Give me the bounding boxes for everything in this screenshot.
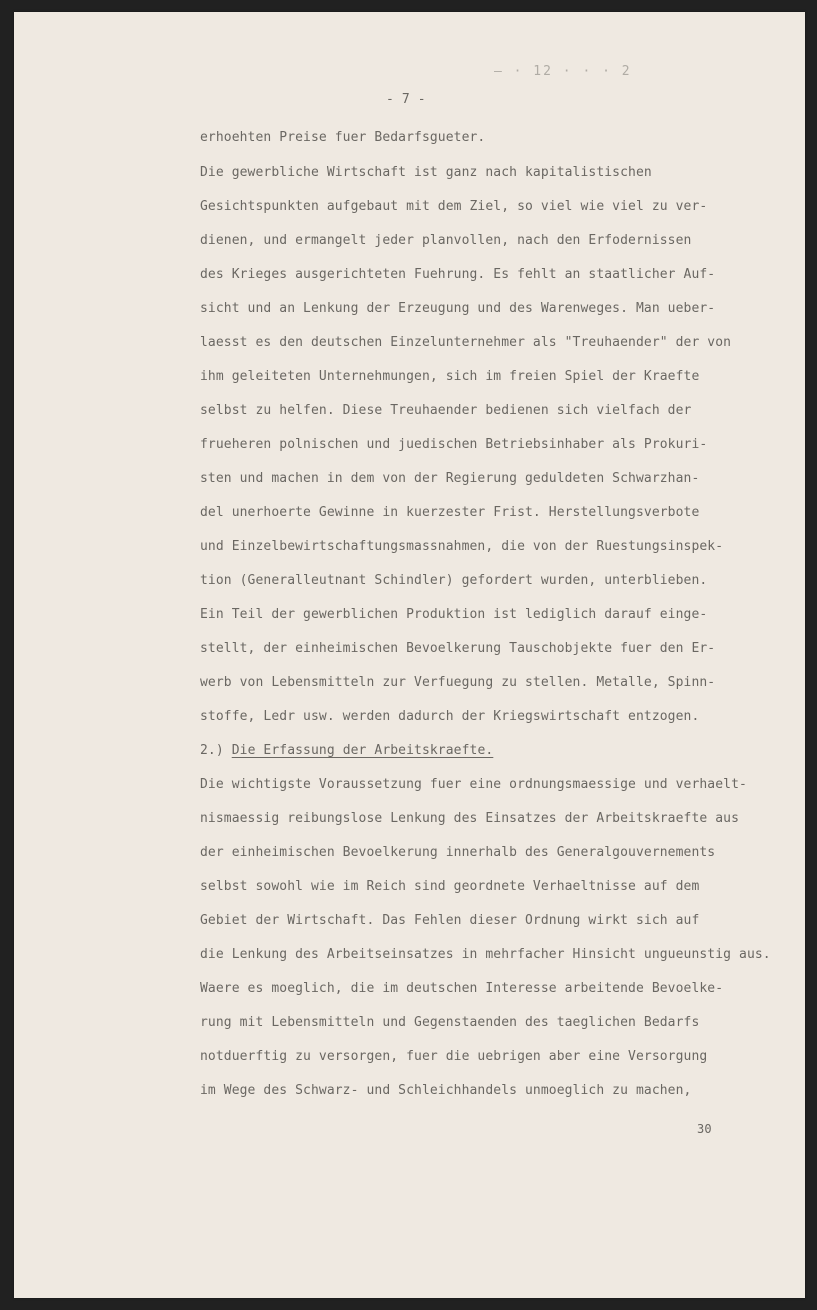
section-heading-line (200, 743, 493, 758)
text-line: Die wichtigste Voraussetzung fuer eine ordnungsmaessige und verhaelt- (200, 777, 747, 792)
text-line: die Lenkung des Arbeitseinsatzes in mehrfacher Hinsicht ungueunstig aus. (200, 947, 771, 962)
section-number: 2.) (200, 743, 224, 758)
text-line: selbst zu helfen. Diese Treuhaender bedienen sich vielfach der (200, 403, 692, 418)
reference-number: — · 12 · · · 2 (494, 64, 632, 79)
text-line: sicht und an Lenkung der Erzeugung und des Warenweges. Man ueber- (200, 301, 716, 316)
text-line: selbst sowohl wie im Reich sind geordnete Verhaeltnisse auf dem (200, 879, 700, 894)
text-line: dienen, und ermangelt jeder planvollen, nach den Erfodernissen (200, 233, 692, 248)
text-line: Die gewerbliche Wirtschaft ist ganz nach kapitalistischen (200, 165, 652, 180)
text-line: werb von Lebensmitteln zur Verfuegung zu stellen. Metalle, Spinn- (200, 675, 716, 690)
text-line: tion (Generalleutnant Schindler) gefordert wurden, unterblieben. (200, 573, 708, 588)
footer-page-number: 30 (697, 1122, 712, 1136)
text-line: del unerhoerte Gewinne in kuerzester Frist. Herstellungsverbote (200, 505, 700, 520)
text-line: des Krieges ausgerichteten Fuehrung. Es fehlt an staatlicher Auf- (200, 267, 716, 282)
text-line: und Einzelbewirtschaftungsmassnahmen, die von der Ruestungsinspek- (200, 539, 724, 554)
text-line: ihm geleiteten Unternehmungen, sich im freien Spiel der Kraefte (200, 369, 700, 384)
text-line: sten und machen in dem von der Regierung geduldeten Schwarzhan- (200, 471, 700, 486)
text-line: rung mit Lebensmitteln und Gegenstaenden des taeglichen Bedarfs (200, 1015, 700, 1030)
text-line: nismaessig reibungslose Lenkung des Einsatzes der Arbeitskraefte aus (200, 811, 740, 826)
text-line: im Wege des Schwarz- und Schleichhandels unmoeglich zu machen, (200, 1083, 692, 1098)
text-line: laesst es den deutschen Einzelunternehmer als "Treuhaender" der von (200, 335, 732, 350)
section-heading: Die Erfassung der Arbeitskraefte. (231, 743, 494, 758)
text-line: der einheimischen Bevoelkerung innerhalb des Generalgouvernements (200, 845, 716, 860)
text-line: stoffe, Ledr usw. werden dadurch der Kriegswirtschaft entzogen. (200, 709, 700, 724)
page-number: - 7 - (386, 92, 426, 107)
text-line: Gesichtspunkten aufgebaut mit dem Ziel, so viel wie viel zu ver- (200, 199, 708, 214)
text-line: notduerftig zu versorgen, fuer die uebrigen aber eine Versorgung (200, 1049, 708, 1064)
text-line: Waere es moeglich, die im deutschen Interesse arbeitende Bevoelke- (200, 981, 724, 996)
text-line: stellt, der einheimischen Bevoelkerung Tauschobjekte fuer den Er- (200, 641, 716, 656)
text-line: erhoehten Preise fuer Bedarfsgueter. (200, 130, 486, 145)
text-line: Ein Teil der gewerblichen Produktion ist lediglich darauf einge- (200, 607, 708, 622)
document-page (14, 12, 805, 1298)
text-line: Gebiet der Wirtschaft. Das Fehlen dieser Ordnung wirkt sich auf (200, 913, 700, 928)
text-line: frueheren polnischen und juedischen Betriebsinhaber als Prokuri- (200, 437, 708, 452)
